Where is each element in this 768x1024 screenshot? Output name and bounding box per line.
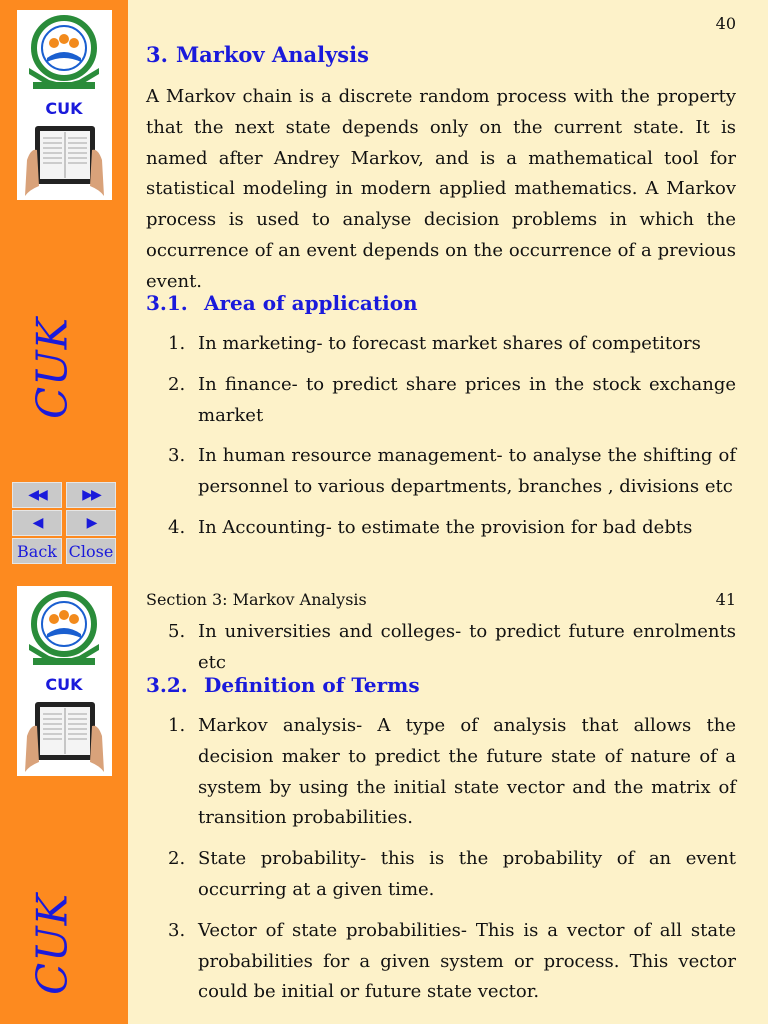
sidebar — [0, 576, 128, 1024]
item-number: 3. — [168, 445, 186, 467]
subsection-heading — [146, 673, 420, 697]
item-number: 2. — [168, 373, 186, 395]
list-item — [146, 844, 736, 906]
sidebar-title-text: CUK — [27, 317, 77, 419]
item-text: State probability- this is the probability of an event occurring at a given time. — [198, 848, 736, 900]
sidebar-title — [22, 894, 82, 994]
cuk-logo-image — [17, 586, 112, 776]
cuk-logo-image — [17, 10, 112, 200]
list-item — [146, 916, 736, 1008]
sidebar-title — [22, 318, 82, 418]
item-number: 1. — [168, 333, 186, 354]
list-item — [146, 329, 736, 360]
last-page-button[interactable]: ▶▶ — [66, 482, 116, 508]
item-text: In Accounting- to estimate the provision for bad debts — [198, 516, 693, 538]
definitions-list — [146, 711, 736, 1018]
subsection-title: Area of application — [204, 291, 418, 315]
subsection-number: 3.2. — [146, 673, 188, 697]
application-list — [146, 329, 736, 554]
item-text: In human resource management- to analyse the shifting of personnel to various departments, branches , divisions etc — [198, 445, 736, 498]
page-41 — [0, 576, 768, 1024]
logo-text: CUK — [45, 675, 83, 694]
subsection-title: Definition of Terms — [204, 673, 420, 697]
page-number: 40 — [715, 14, 736, 33]
page-number: 41 — [715, 590, 736, 609]
item-number: 1. — [168, 715, 186, 736]
item-number: 3. — [168, 919, 186, 941]
close-button[interactable]: Close — [66, 538, 116, 564]
item-text: Markov analysis- A type of analysis that allows the decision maker to predict the future state of nature of a system by using the initial state vector and the matrix of transition probabilities. — [198, 715, 736, 829]
cuk-logo — [17, 586, 112, 776]
section-heading — [146, 42, 369, 67]
list-item — [146, 370, 736, 432]
item-text: Vector of state probabilities- This is a vector of all state probabilities for a given system or process. This vector could be initial or future state vector. — [198, 919, 736, 1003]
list-item — [146, 711, 736, 834]
subsection-heading — [146, 291, 418, 315]
list-item — [146, 513, 736, 544]
item-text: In universities and colleges- to predict future enrolments etc — [198, 621, 736, 673]
prev-page-button[interactable]: ◀ — [12, 510, 62, 536]
running-head: Section 3: Markov Analysis — [146, 590, 367, 609]
section-number: 3. — [146, 42, 168, 67]
list-item — [146, 441, 736, 503]
intro-paragraph: A Markov chain is a discrete random process with the property that the next state depends only on the current state. It is named after Andrey Markov, and is a mathematical tool for statistical modeling in modern applied mathematics. A Markov process is used to analyse decision problems in which the occurrence of an event depends on the occurrence of a previous event. — [146, 86, 736, 292]
logo-text: CUK — [45, 99, 83, 118]
sidebar-title-text: CUK — [27, 893, 77, 995]
list-item — [146, 617, 736, 679]
item-number: 2. — [168, 848, 186, 870]
item-number: 4. — [168, 516, 186, 538]
back-button[interactable]: Back — [12, 538, 62, 564]
next-page-button[interactable]: ▶ — [66, 510, 116, 536]
subsection-number: 3.1. — [146, 291, 188, 315]
item-text: In marketing- to forecast market shares of competitors — [198, 333, 701, 354]
item-number: 5. — [168, 621, 186, 642]
sidebar — [0, 0, 128, 576]
section-title: Markov Analysis — [175, 42, 369, 67]
item-text: In finance- to predict share prices in the stock exchange market — [198, 373, 736, 426]
first-page-button[interactable]: ◀◀ — [12, 482, 62, 508]
cuk-logo — [17, 10, 112, 200]
